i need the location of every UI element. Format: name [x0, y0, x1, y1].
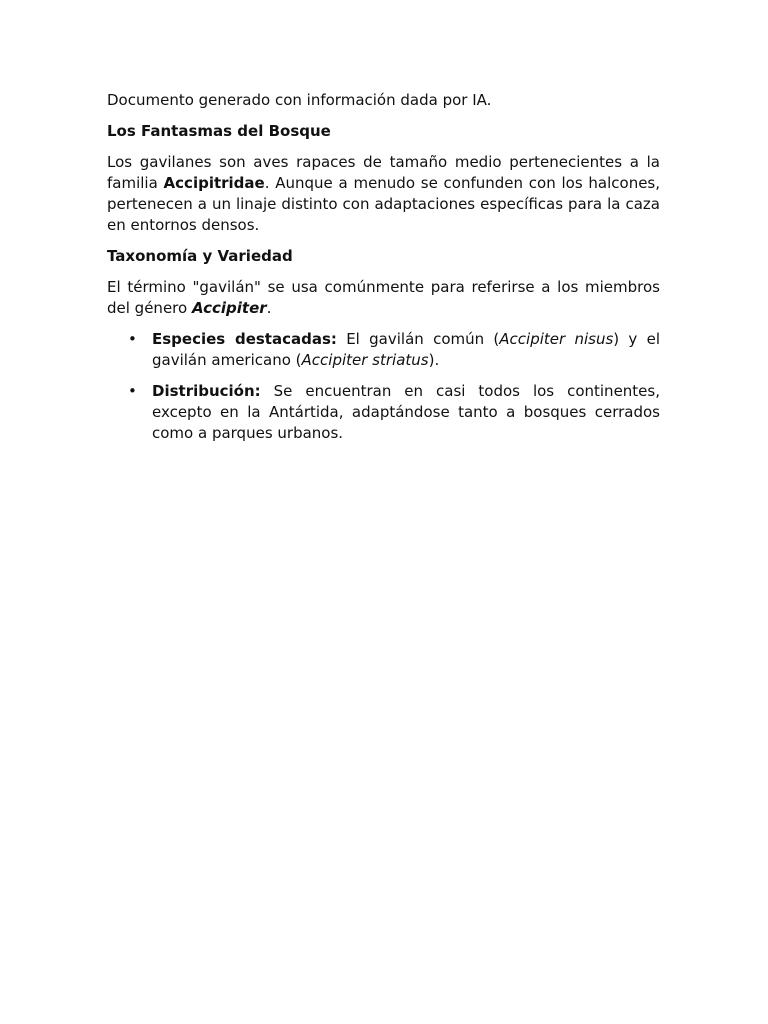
- list-item-text: ).: [428, 351, 440, 369]
- bullet-icon: •: [128, 330, 137, 348]
- paragraph-text: .: [266, 299, 272, 317]
- section-heading-taxonomia: Taxonomía y Variedad: [107, 247, 293, 265]
- list-item-text: Se encuentran en casi todos los continentes, excepto en la Antártida, adaptándose tanto a bosques cerrados como a parques urbanos.: [152, 382, 660, 442]
- bullet-list: [107, 329, 660, 444]
- species-name: Accipiter nisus: [499, 330, 614, 348]
- paragraph-text: Los gavilanes son aves rapaces de tamaño medio pertenecientes a la familia: [107, 153, 660, 192]
- paragraph-text: . Aunque a menudo se confunden con los halcones, pertenecen a un linaje distinto con adaptaciones específicas para la caza en entornos densos.: [107, 174, 661, 234]
- list-item-label: Distribución:: [152, 382, 261, 400]
- genus-name: Accipiter: [191, 299, 267, 317]
- family-name: Accipitridae: [163, 174, 265, 192]
- list-item-text: ) y el gavilán americano (: [152, 330, 661, 369]
- ai-disclaimer: Documento generado con información dada por IA.: [107, 91, 492, 109]
- list-item-text: El gavilán común (: [336, 330, 500, 348]
- list-item-label: Especies destacadas:: [152, 330, 337, 348]
- section-heading-fantasmas: Los Fantasmas del Bosque: [107, 122, 331, 140]
- bullet-icon: •: [128, 382, 137, 400]
- paragraph-text: El término "gavilán" se usa comúnmente para referirse a los miembros del género: [107, 278, 660, 317]
- paragraph-gavilanes-intro: [107, 152, 660, 236]
- document-page: [107, 90, 660, 454]
- paragraph-taxonomia: [107, 277, 660, 319]
- species-name: Accipiter striatus: [301, 351, 429, 369]
- list-item: [128, 329, 661, 371]
- list-item: [128, 381, 660, 444]
